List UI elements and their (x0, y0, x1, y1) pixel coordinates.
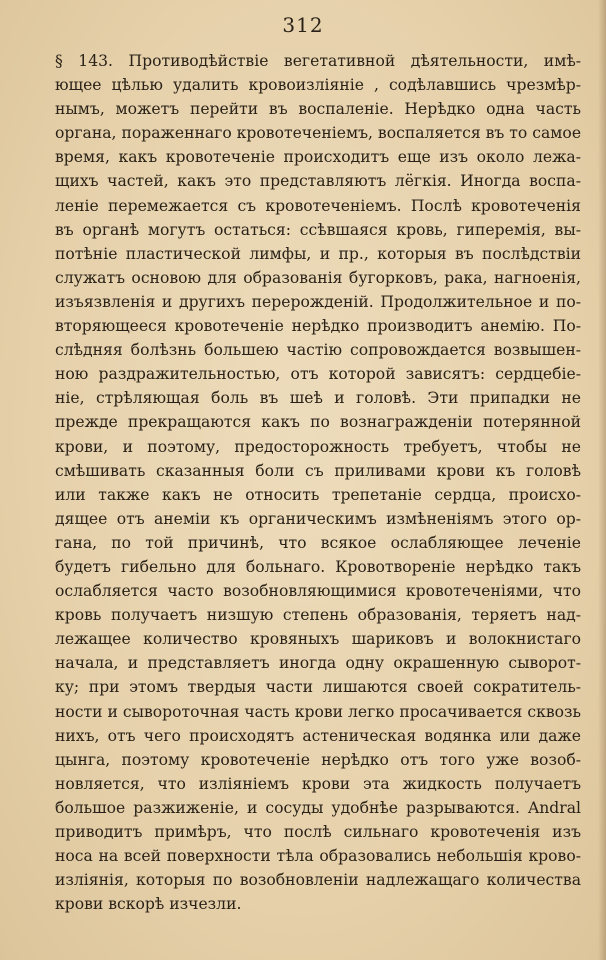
text-line: цынга, поэтому кровотеченіе нерѣдко отъ того уже возоб- (55, 750, 581, 769)
text-line: изъязвленія и другихъ перерожденій. Продолжительное и по- (55, 292, 581, 311)
paragraph-143 (55, 49, 581, 916)
text-line: время, какъ кровотеченіе происходитъ еще изъ около лежа- (55, 148, 581, 167)
text-line: леніе перемежается съ кровотеченіемъ. Послѣ кровотеченія (55, 196, 581, 215)
text-line: служатъ основою для образованія бугорковъ, рака, нагноенія, (55, 268, 581, 287)
text-line: будетъ гибельно для больнаго. Кровотвореніе нерѣдко такъ (55, 557, 581, 576)
page-number: 312 (282, 13, 324, 37)
text-line: нихъ, отъ чего происходятъ астеническая водянка или даже (55, 726, 581, 745)
text-line: ку; при этомъ твердыя части лишаются своей сократитель- (55, 678, 581, 697)
text-line: ослабляется часто возобновляющимися кровотеченіями, что (55, 582, 581, 601)
text-line: крови, и поэтому, предосторожность требуетъ, чтобы не (55, 437, 581, 456)
text-line: потѣніе пластической лимфы, и пр., которыя въ послѣдствіи (55, 244, 581, 263)
text-line: § 143. Противодѣйствіе вегетативной дѣятельности, имѣ- (55, 52, 581, 70)
text-line: органа, пораженнаго кровотеченіемъ, воспаляется въ то самое (55, 124, 581, 143)
text-line: ющее цѣлью удалить кровоизліяніе , содѣлавшись чрезмѣр- (55, 76, 581, 95)
text-line: или также какъ не относить трепетаніе сердца, происхо- (55, 485, 581, 504)
text-line: вторяющееся кровотеченіе нерѣдко производитъ анемію. По- (55, 317, 581, 336)
text-line: приводитъ примѣръ, что послѣ сильнаго кровотеченія изъ (55, 823, 581, 841)
text-line: ности и сывороточная часть крови легко просачивается сквозь (55, 702, 581, 721)
text-line: ною раздражительностью, отъ которой зависятъ: сердцебіе- (55, 365, 581, 384)
text-line: лежащее количество кровяныхъ шариковъ и волокнистаго (55, 630, 581, 649)
text-line: новляется, что изліяніемъ крови эта жидкость получаетъ (55, 774, 581, 793)
text-line: крови вскорѣ изчезли. (55, 895, 242, 914)
text-line: щихъ частей, какъ это представляютъ лёгкія. Иногда воспа- (55, 172, 581, 191)
text-line: нымъ, можетъ перейти въ воспаленіе. Нерѣдко одна часть (55, 100, 581, 119)
text-line: въ органѣ могутъ остаться: ссѣвшаяся кровь, гиперемія, вы- (55, 220, 581, 239)
text-line: изліянія, которыя по возобновленіи надлежащаго количества (55, 871, 581, 890)
text-line: ніе, стрѣляющая боль въ шеѣ и головѣ. Эти припадки не (55, 389, 581, 408)
page-edge-shadow (598, 0, 606, 960)
text-line: гана, по той причинѣ, что всякое ослабляющее леченіе (55, 533, 581, 552)
text-line: кровь получаетъ низшую степень образованія, теряетъ над- (55, 606, 581, 625)
text-line: носа на всей поверхности тѣла образовались небольшія крово- (55, 847, 581, 866)
text-line: большое разжиженіе, и сосуды удобнѣе разрываются. Andral (55, 798, 581, 817)
text-line: смѣшивать сказанныя боли съ приливами крови къ головѣ (55, 461, 581, 480)
text-line: начала, и представляетъ иногда одну окрашенную сыворот- (55, 654, 581, 673)
text-line: дящее отъ анеміи къ органическимъ измѣненіямъ этого ор- (55, 509, 581, 528)
text-line: прежде прекращаются какъ по вознагражденіи потерянной (55, 413, 581, 432)
text-line: слѣдняя болѣзнь большею частію сопровождается возвышен- (55, 341, 581, 360)
